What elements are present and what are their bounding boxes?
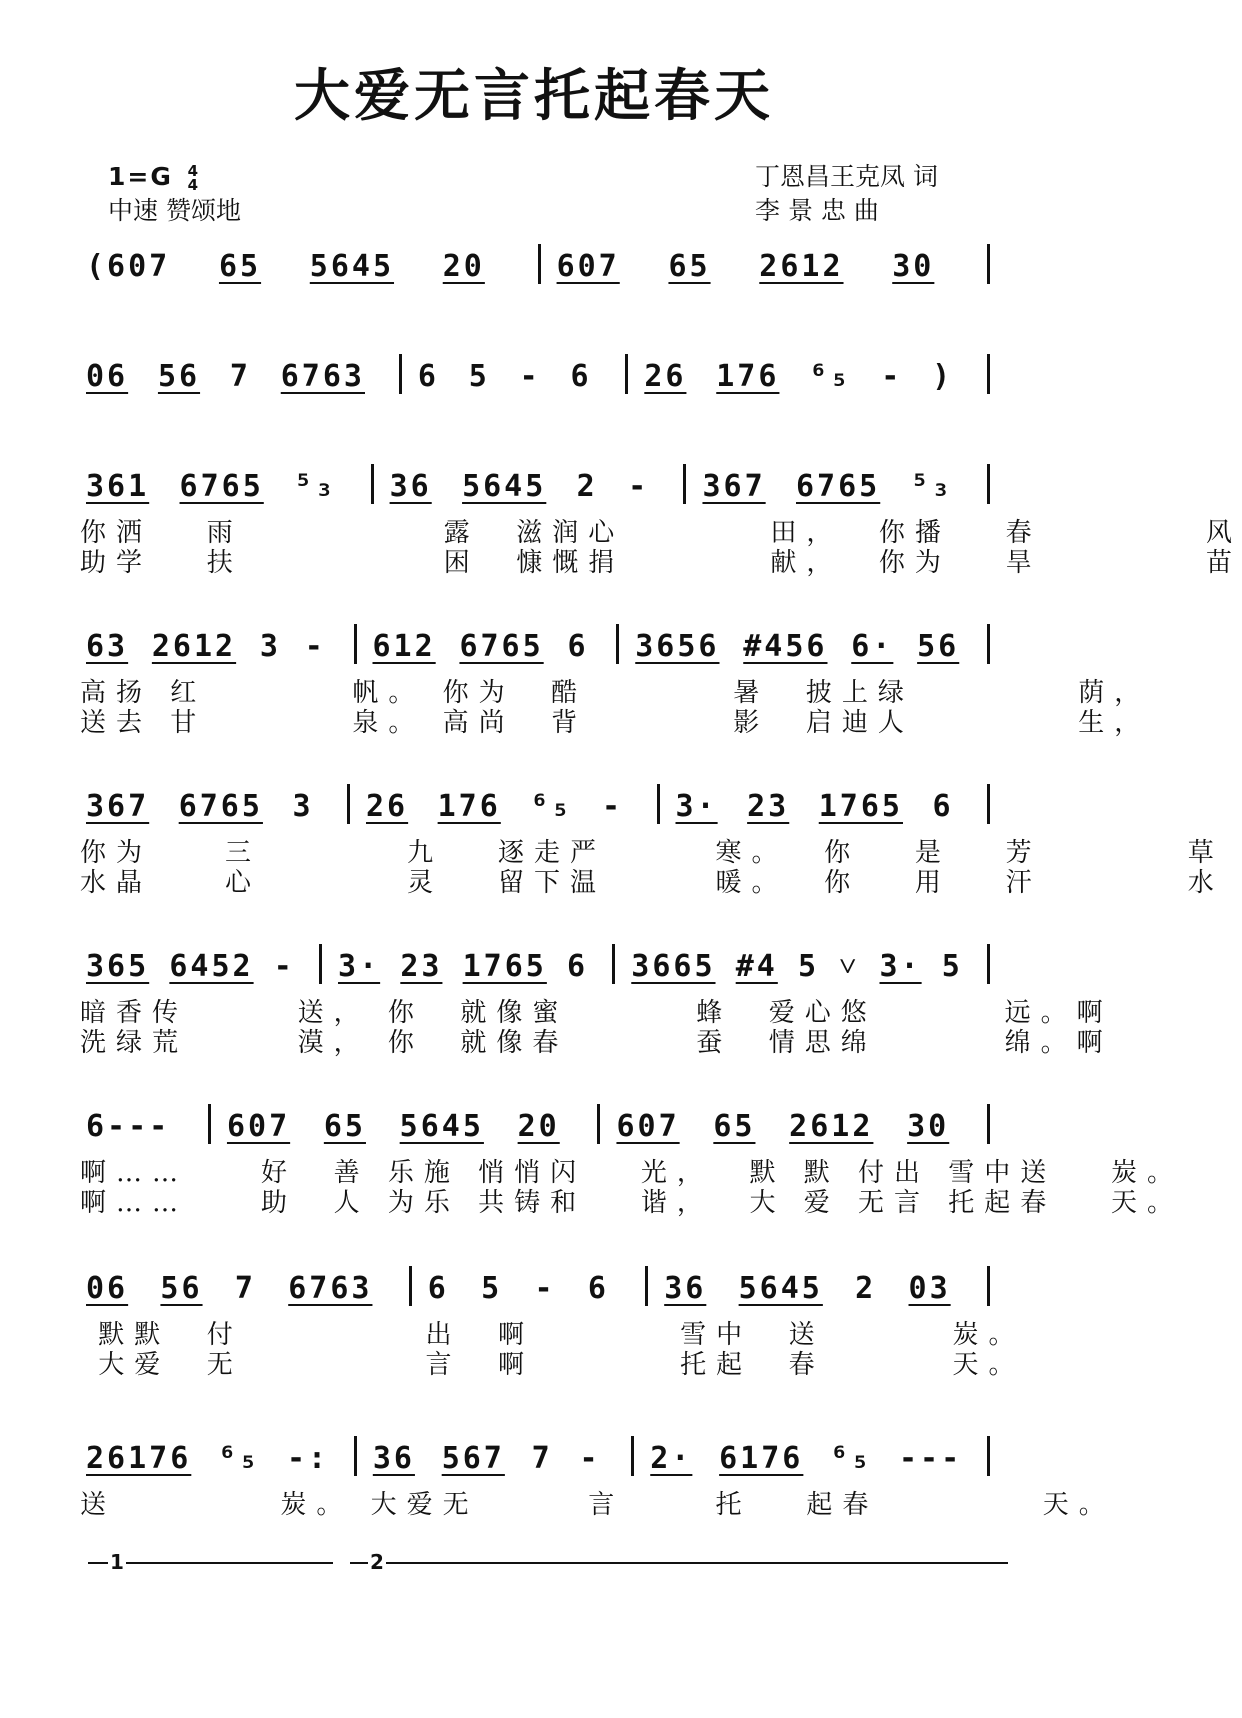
note-group: 6765 [179,469,264,504]
note-group: 6 [427,1271,449,1306]
note-group: 65 [713,1109,756,1144]
lyrics-verse-2: 助学 扶 困 慷慨捐 献， 你为 旱 苗 [80,548,1242,578]
score-line-7 [80,1100,1184,1218]
score-line-4 [80,620,1151,738]
note-group: - [579,1441,601,1476]
lyrics-verse-1: 默默 付 出 啊 雪中 送 炭。 [80,1320,1025,1350]
note-group: 5 [941,949,963,984]
note-group: ˅ [839,949,860,984]
barline [987,244,990,284]
key-text: 1=G [108,162,173,191]
double-barline [354,1436,357,1476]
note-group: 56 [160,1271,203,1306]
note-group: 6 [417,359,439,394]
score-line-8 [80,1262,1025,1380]
note-group: 7 [531,1441,553,1476]
barline [347,784,350,824]
note-group: 1765 [818,789,903,824]
note-group: ⁶₅ [809,359,852,394]
score-line-6 [80,940,1113,1058]
lyrics-verse-1: 啊…… 好 善 乐施 悄悄闪 光， 默 默 付出 雪中送 炭。 [80,1158,1184,1188]
note-group: - [601,789,623,824]
note-group: 26 [644,359,687,394]
note-group: 03 [908,1271,951,1306]
barline [371,464,374,504]
note-group: 3656 [635,629,720,664]
note-group: 26 [366,789,409,824]
note-group: 36 [664,1271,707,1306]
note-group: 1765 [462,949,547,984]
note-group: 3· [879,949,922,984]
score-line-9 [80,1432,1115,1520]
note-group: 65 [323,1109,366,1144]
lyrics-verse-2: 水晶 心 灵 留下温 暖。 你 用 汗 水 [80,868,1224,898]
note-group: 607 [556,249,620,284]
tempo-marking: 中速 赞颂地 [108,196,241,225]
note-group: 6--- [86,1109,171,1144]
note-group: ⁵₃ [910,469,953,504]
note-group: 20 [442,249,485,284]
note-group: 63 [86,629,129,664]
barline [319,944,322,984]
note-group: 367 [702,469,766,504]
note-group: 5645 [738,1271,823,1306]
notes-row [80,1100,1000,1144]
note-group: ⁶₅ [530,789,573,824]
note-group: ⁵₃ [294,469,337,504]
note-group: 567 [441,1441,505,1476]
note-group: -: [286,1441,330,1476]
note-group: 3· [675,789,718,824]
key-signature [108,160,241,194]
barline [987,354,990,394]
note-group: 176 [716,359,780,394]
note-group: 5645 [399,1109,484,1144]
song-info-right [755,160,938,228]
lyrics-verse-2: 洗绿荒 漠， 你 就像春 蚕 情思绵 绵。啊 [80,1028,1113,1058]
note-group: 2 [576,469,598,504]
note-group: 3 [259,629,281,664]
note-group: 56 [157,359,201,394]
double-barline [987,1436,990,1476]
score-line-1 [80,240,1000,284]
note-group: 30 [907,1109,950,1144]
note-group: - [534,1271,556,1306]
barline [645,1266,648,1306]
note-group: 36 [372,1441,415,1476]
lyrics-verse-1: 你洒 雨 露 滋润心 田， 你播 春 风 [80,518,1242,548]
lyrics-verse-2: 送去 甘 泉。 高尚 背 影 启迪人 生， [80,708,1151,738]
note-group: 30 [892,249,935,284]
notes-row [80,350,1000,394]
note-group: 6763 [280,359,365,394]
note-group: 361 [86,469,150,504]
note-group: 5 [797,949,820,984]
note-group: 6 [567,629,589,664]
note-group: 5 [468,359,490,394]
note-group: 612 [372,629,436,664]
note-group: 2612 [789,1109,874,1144]
note-group: - [628,469,650,504]
barline [399,354,402,394]
barline [987,1104,990,1144]
barline [987,464,990,504]
note-group: 3 [292,789,314,824]
note-group: ⁶₅ [830,1441,873,1476]
volta-label-1: 1 [110,1550,124,1574]
note-group: - [519,359,541,394]
note-group: 6765 [459,629,544,664]
note-group: 5645 [309,249,395,284]
note-group: 23 [747,789,790,824]
barline [409,1266,412,1306]
note-group: 7 [234,1271,256,1306]
note-group: ⁶₅ [218,1441,261,1476]
composer-credit: 李 景 忠 曲 [755,196,879,225]
note-group: #456 [743,629,828,664]
note-group: 367 [86,789,150,824]
note-group: 65 [668,249,711,284]
note-group: 2· [650,1441,693,1476]
notes-row [80,620,1000,664]
note-group: - [304,629,326,664]
note-group: 6 [587,1271,609,1306]
note-group: 6176 [719,1441,804,1476]
lyrics-verse-1: 你为 三 九 逐走严 寒。 你 是 芳 草 [80,838,1224,868]
lyrics-verse-1: 高扬 红 帆。 你为 酷 暑 披上绿 荫， [80,678,1151,708]
note-group: 365 [86,949,150,984]
barline [987,784,990,824]
volta-label-2: 2 [370,1550,384,1574]
lyrics-verse-1: 送 炭。 大爱无 言 托 起春 天。 [80,1490,1115,1520]
lyricist-credit: 丁恩昌王克凤 词 [755,162,938,191]
time-signature-bottom: 4 [187,176,201,194]
note-group: 6 [570,359,592,394]
note-group: 607 [616,1109,680,1144]
note-group: 56 [917,629,960,664]
note-group: 6 [567,949,589,984]
lyrics-verse-2: 大爱 无 言 啊 托起 春 天。 [80,1350,1025,1380]
note-group: 5645 [462,469,547,504]
note-group: 176 [437,789,501,824]
notes-row [80,240,1000,284]
barline [683,464,686,504]
barline [657,784,660,824]
notes-row [80,780,1000,824]
barline [208,1104,211,1144]
note-group: 6765 [178,789,263,824]
note-group: 20 [517,1109,560,1144]
barline [631,1436,634,1476]
note-group: 607 [226,1109,291,1144]
score-line-2 [80,350,1000,394]
notes-row [80,1262,1000,1306]
barline [616,624,619,664]
notes-row [80,940,1000,984]
notes-row [80,460,1000,504]
lyrics-verse-2: 啊…… 助 人 为乐 共铸和 谐， 大 爱 无言 托起春 天。 [80,1188,1184,1218]
song-info-left [108,160,241,228]
barline [987,624,990,664]
note-group: 6452 [169,949,254,984]
volta-bracket-2 [350,1562,1008,1580]
song-title: 大爱无言托起春天 [294,63,774,129]
note-group: 6· [851,629,894,664]
note-group: - [881,359,903,394]
note-group: 6 [932,789,954,824]
note-group: 2 [855,1271,877,1306]
barline [987,944,990,984]
note-group: 6763 [288,1271,373,1306]
barline [612,944,615,984]
time-signature [188,164,200,192]
note-group: 65 [218,249,262,284]
note-group: 6765 [796,469,881,504]
note-group: 3665 [631,949,716,984]
note-group: - [273,949,295,984]
note-group: ) [932,359,954,394]
barline [354,624,357,664]
time-signature-top: 4 [187,162,201,180]
note-group: --- [899,1441,963,1476]
barline [987,1266,990,1306]
note-group: (607 [86,249,171,284]
note-group: 5 [481,1271,503,1306]
note-group: 23 [400,949,443,984]
score-line-3 [80,460,1242,578]
score-line-5 [80,780,1224,898]
lyrics-verse-1: 暗香传 送， 你 就像蜜 蜂 爱心悠 远。啊 [80,998,1113,1028]
barline [597,1104,600,1144]
note-group: 06 [86,359,129,394]
barline [538,244,541,284]
note-group: 26176 [86,1441,192,1476]
barline [625,354,628,394]
notes-row [80,1432,1000,1476]
note-group: 2612 [151,629,237,664]
note-group: 7 [229,359,251,394]
note-group: 36 [389,469,432,504]
note-group: #4 [735,949,778,984]
note-group: 06 [86,1271,129,1306]
note-group: 3· [338,949,381,984]
note-group: 2612 [759,249,844,284]
